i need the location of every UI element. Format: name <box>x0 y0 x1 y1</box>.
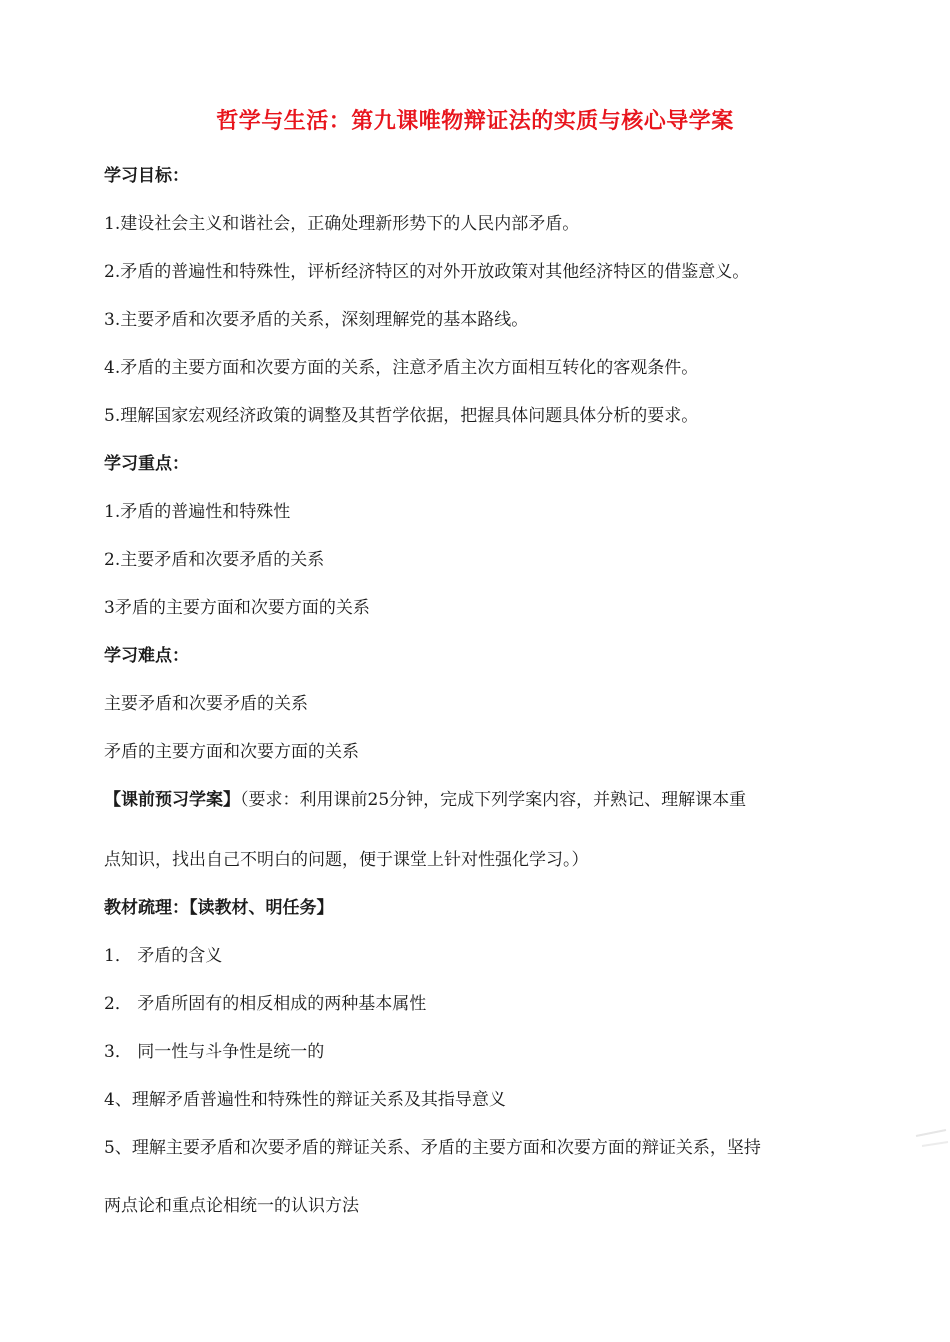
objective-item: 2.矛盾的普遍性和特殊性，评析经济特区的对外开放政策对其他经济特区的借鉴意义。 <box>104 262 750 282</box>
preview-label: 【课前预习学案】 <box>104 790 240 810</box>
key-point-item: 1.矛盾的普遍性和特殊性 <box>104 502 291 522</box>
objective-item: 5.理解国家宏观经济政策的调整及其哲学依据，把握具体问题具体分析的要求。 <box>104 406 699 426</box>
textbook-item: 1． 矛盾的含义 <box>104 946 223 966</box>
document-title: 哲学与生活：第九课唯物辩证法的实质与核心导学案 <box>216 109 734 134</box>
objective-item: 4.矛盾的主要方面和次要方面的关系，注意矛盾主次方面相互转化的客观条件。 <box>104 358 699 378</box>
objectives-heading: 学习目标： <box>104 166 189 186</box>
difficulty-item: 主要矛盾和次要矛盾的关系 <box>104 694 308 714</box>
preview-line-2: 点知识，找出自己不明白的问题，便于课堂上针对性强化学习。） <box>104 850 589 870</box>
textbook-item-5-line-2: 两点论和重点论相统一的认识方法 <box>104 1196 359 1216</box>
objective-item: 3.主要矛盾和次要矛盾的关系，深刻理解党的基本路线。 <box>104 310 529 330</box>
textbook-item-5-line-1: 5、理解主要矛盾和次要矛盾的辩证关系、矛盾的主要方面和次要方面的辩证关系，坚持 <box>104 1138 761 1158</box>
difficulty-item: 矛盾的主要方面和次要方面的关系 <box>104 742 359 762</box>
textbook-item: 3． 同一性与斗争性是统一的 <box>104 1042 325 1062</box>
difficulties-heading: 学习难点： <box>104 646 189 666</box>
textbook-item: 2． 矛盾所固有的相反相成的两种基本属性 <box>104 994 427 1014</box>
preview-line-1 <box>104 788 850 812</box>
key-point-item: 2.主要矛盾和次要矛盾的关系 <box>104 550 325 570</box>
textbook-heading: 教材疏理：【读教材、明任务】 <box>104 898 334 918</box>
key-points-heading: 学习重点： <box>104 454 189 474</box>
margin-mark-icon <box>912 1112 950 1172</box>
preview-requirement: （要求：利用课前25分钟，完成下列学案内容，并熟记、理解课本重 <box>240 790 747 810</box>
key-point-item: 3矛盾的主要方面和次要方面的关系 <box>104 598 370 618</box>
textbook-item: 4、理解矛盾普遍性和特殊性的辩证关系及其指导意义 <box>104 1090 506 1110</box>
objective-item: 1.建设社会主义和谐社会，正确处理新形势下的人民内部矛盾。 <box>104 214 580 234</box>
